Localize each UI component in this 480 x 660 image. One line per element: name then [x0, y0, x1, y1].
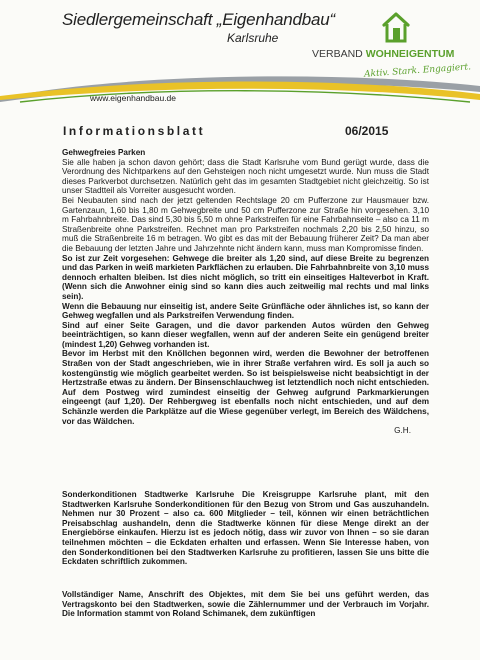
- section-parking-paragraph: Sie alle haben ja schon davon gehört; dass die Stadt Karlsruhe vom Bund gerügt wurde, dass die Verordnung des Nichtparkens auf den Gehsteigen noch nicht umgesetzt wurde. Nun muss die Stadt dieses Parkverbot durchsetzen. Natürlich geht das im gesamten Stadtgebiet nicht gleichzeitig. So ist unser Stadtteil als Vorreiter ausgesucht worden.: [62, 157, 429, 196]
- section-stadtwerke-text: [62, 490, 429, 567]
- section-parking-paragraph: So ist zur Zeit vorgesehen: Gehwege die breiter als 1,20 sind, auf diese Breite zu begrenzen und das Parken in weiß markieten Parkflächen zu erlauben. Die Fahrbahnbreite von 3,10 muss dennoch erhalten bleiben. Ist dies nicht möglich, so tritt ein einseitiges Halteverbot in Kraft. (Wenn sich die Anwohner einig sind so kann dies auch zeitweilig mal rechts und mal links sein).: [62, 253, 429, 301]
- logo-org-prefix: VERBAND: [312, 48, 363, 60]
- org-city: Karlsruhe: [227, 31, 279, 45]
- section-stadtwerke-body: Die Kreisgruppe Karlsruhe plant, mit den Stadtwerken Karlsruhe Sonderkonditionen für den Bezug von Strom und Gas auszuhandeln. Nehmen nur 30 Prozent – also ca. 600 Mitglieder – teil, können wir einen beträchtlichen Preisabschlag aushandeln, denn die Stadtwerke können für diese Menge direkt an der Energiebörse einkaufen. Hierzu ist es jedoch nötig, dass wir zuvor von Ihnen – so sie daran teilnehmen möchten – die Eckdaten erhalten und erfassen. Wenn Sie Interesse haben, von den Sonderkonditionen bei den Stadtwerken Karlsruhe zu profitieren, lassen Sie uns bitte die Eckdaten schriftlich zukommen.: [62, 490, 429, 567]
- section-parking: [62, 148, 429, 436]
- section-parking-paragraph: Wenn die Bebauung nur einseitig ist, andere Seite Grünfläche oder ähnliches ist, so kann der Gehweg wegfallen und als Parkstreifen Verwendung finden.: [62, 301, 429, 321]
- logo-org-name: [312, 48, 477, 60]
- document-date: 06/2015: [345, 124, 389, 138]
- section-parking-paragraph: Bei Neubauten sind nach der jetzt geltenden Rechtslage 20 cm Pufferzone zur Hausmauer bzw. Gartenzaun, 1,60 bis 1,80 m Gehwegbreite und 50 cm Pufferzone zur Straße hin vorgesehen. 3,10 m Fahrbahnbreite. Das sind 5,30 bis 5,50 m ohne Parkstreifen für eine Fahrbahnseite – also ca 11 m Straßenbreite ohne Parkstreifen. Rechnet man pro Parkstreifen nochmals 2,20 bis 2,50 hinzu, so muß die Straßenbreite 16 m betragen. Wo gibt es das mit der Bebauung früherer Zeit? Da man aber die Bebauung der letzten Jahre und Jahrzehnte nicht ändern kann, muss man Kompromisse finden.: [62, 195, 429, 253]
- website-link[interactable]: www.eigenhandbau.de: [90, 93, 177, 103]
- section-parking-paragraph: Bevor im Herbst mit den Knöllchen begonnen wird, werden die Bewohner der betroffenen Straßen von der Stadt angeschrieben, wie in ihrer Straße verfahren wird. Es soll ja auch so kostengünstig wie möglich gearbeitet werden. So ist beispielsweise nicht beabsichtigt in der Hertzstraße etwas zu ändern. Der Binsenschlauchweg ist letztendlich noch nicht entschieden. Auf dem Postweg wird zumindest einseitig der Gehweg aufgrund Parkmarkierungen eingeengt (auf 1,20). Der Rehbergweg ist ebenfalls noch nicht entschieden, und auf dem Schänzle werden die Parkplätze auf die Wiese gegenüber verlegt, im Bereich des Wäldchens, vor das Wäldchen.: [62, 349, 429, 426]
- section-stadtwerke-heading: Sonderkonditionen Stadtwerke Karlsruhe: [62, 490, 235, 499]
- section-data-request-text: Vollständiger Name, Anschrift des Objektes, mit dem Sie bei uns geführt werden, das Vertragskonto bei den Stadtwerken, sowie die Zählernummer und der Verbrauch im Vorjahr. Die Information stammt von Roland Schimanek, dem zukünftigen: [62, 590, 429, 619]
- house-logo-icon: [381, 10, 411, 44]
- section-stadtwerke: [62, 490, 429, 567]
- header-swoosh: [0, 72, 480, 112]
- logo-slogan: Aktiv. Stark. Engagiert.: [363, 62, 472, 80]
- section-data-request: [62, 590, 429, 619]
- section-parking-heading: Gehwegfreies Parken: [62, 148, 146, 157]
- logo-org-brand: WOHNEIGENTUM: [365, 48, 455, 60]
- document-title: Informationsblatt: [63, 124, 206, 138]
- section-parking-signature: G.H.: [394, 426, 411, 436]
- verband-logo: [312, 10, 477, 80]
- org-title: Siedlergemeinschaft „Eigenhandbau“: [62, 10, 335, 29]
- section-parking-paragraph: Sind auf einer Seite Garagen, und die davor parkenden Autos würden den Gehweg beeinträchtigen, so kann dieser wegfallen, wenn auf der anderen Seite ein genügend breiter (mindest 1,20) Gehweg vorhanden ist.: [62, 320, 429, 349]
